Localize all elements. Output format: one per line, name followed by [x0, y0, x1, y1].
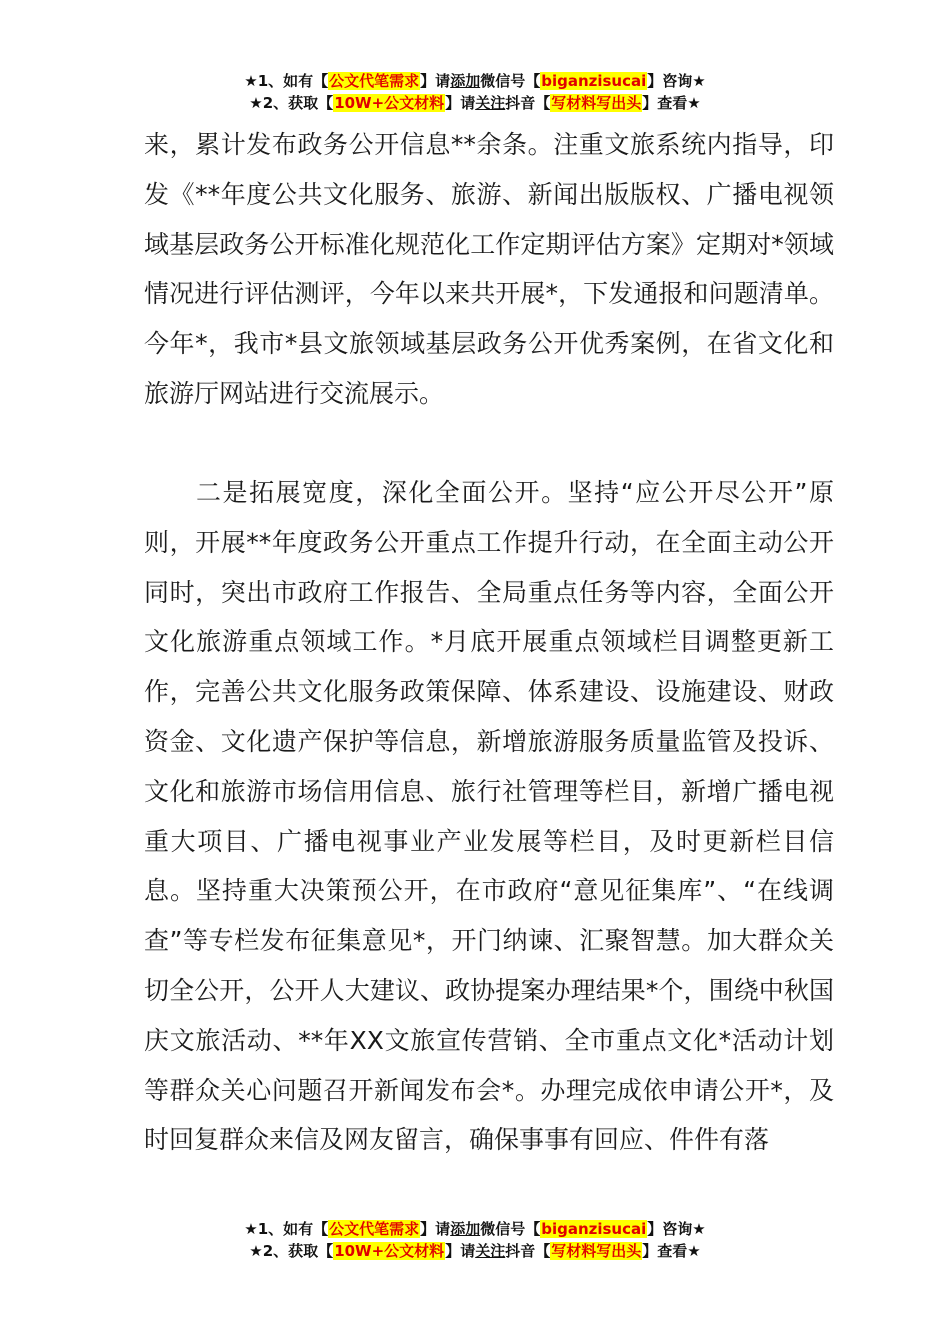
promo-line-1-highlight-service: 公文代笔需求: [329, 1220, 420, 1238]
promo-line-2-mid1: 】请: [445, 94, 476, 112]
document-body: [144, 120, 834, 1216]
promo-line-2-mid2: 抖音【: [505, 94, 551, 112]
paragraph-continued: 来，累计发布政务公开信息**余条。注重文旅系统内指导，印发《**年度公共文化服务、旅游、新闻出版版权、广播电视领域基层政务公开标准化规范化工作定期评估方案》定期对*领域情况进行评估测评，今年以来共开展*，下发通报和问题清单。今年*，我市*县文旅领域基层政务公开优秀案例，在省文化和旅游厅网站进行交流展示。: [144, 130, 834, 408]
promo-line-2-prefix: ★2、获取【: [249, 1242, 334, 1260]
promo-line-1-mid1: 】请: [420, 1220, 451, 1238]
promo-line-1-suffix: 】咨询★: [647, 72, 706, 90]
promo-line-1-mid2: 微信号【: [480, 72, 541, 90]
promo-line-1-highlight-service: 公文代笔需求: [329, 72, 420, 90]
promo-line-1: [0, 1218, 950, 1240]
promo-line-1-highlight-wechat: biganzisucai: [541, 72, 647, 90]
promo-line-1-prefix: ★1、如有【: [244, 72, 329, 90]
promo-line-2: [0, 1240, 950, 1262]
promo-line-2-mid2: 抖音【: [505, 1242, 551, 1260]
promo-line-1-prefix: ★1、如有【: [244, 1220, 329, 1238]
promo-line-1-suffix: 】咨询★: [647, 1220, 706, 1238]
promo-line-1-underlined: 添加: [450, 1220, 481, 1238]
promo-line-2: [0, 92, 950, 114]
promo-line-2-suffix: 】查看★: [642, 94, 701, 112]
promo-line-2-suffix: 】查看★: [642, 1242, 701, 1260]
promo-line-2-mid1: 】请: [445, 1242, 476, 1260]
promo-line-2-underlined: 关注: [475, 94, 506, 112]
promo-line-1-underlined: 添加: [450, 72, 481, 90]
promo-line-1-mid2: 微信号【: [480, 1220, 541, 1238]
promo-line-2-underlined: 关注: [475, 1242, 506, 1260]
promo-line-2-highlight-materials: 10W+公文材料: [334, 94, 445, 112]
promo-line-1: [0, 70, 950, 92]
promo-line-2-highlight-materials: 10W+公文材料: [334, 1242, 445, 1260]
promo-line-1-highlight-wechat: biganzisucai: [541, 1220, 647, 1238]
promo-line-1-mid1: 】请: [420, 72, 451, 90]
paragraph-expand-disclosure: 二是拓展宽度，深化全面公开。坚持“应公开尽公开”原则，开展**年度政务公开重点工作提升行动，在全面主动公开同时，突出市政府工作报告、全局重点任务等内容，全面公开文化旅游重点领域工作。*月底开展重点领域栏目调整更新工作，完善公共文化服务政策保障、体系建设、设施建设、财政资金、文化遗产保护等信息，新增旅游服务质量监管及投诉、文化和旅游市场信用信息、旅行社管理等栏目，新增广播电视重大项目、广播电视事业产业发展等栏目，及时更新栏目信息。坚持重大决策预公开，在市政府“意见征集库”、“在线调查”等专栏发布征集意见*，开门纳谏、汇聚智慧。加大群众关切全公开，公开人大建议、政协提案办理结果*个，围绕中秋国庆文旅活动、**年XX文旅宣传营销、全市重点文化*活动计划等群众关心问题召开新闻发布会*。办理完成依申请公开*，及时回复群众来信及网友留言，确保事事有回应、件件有落: [144, 478, 834, 1155]
footer-promo-banner: [0, 1218, 950, 1262]
paragraph-spacer: [144, 418, 834, 468]
promo-line-2-prefix: ★2、获取【: [249, 94, 334, 112]
header-promo-banner: [0, 70, 950, 114]
promo-line-2-highlight-douyin: 写材料写出头: [551, 1242, 642, 1260]
promo-line-2-highlight-douyin: 写材料写出头: [551, 94, 642, 112]
